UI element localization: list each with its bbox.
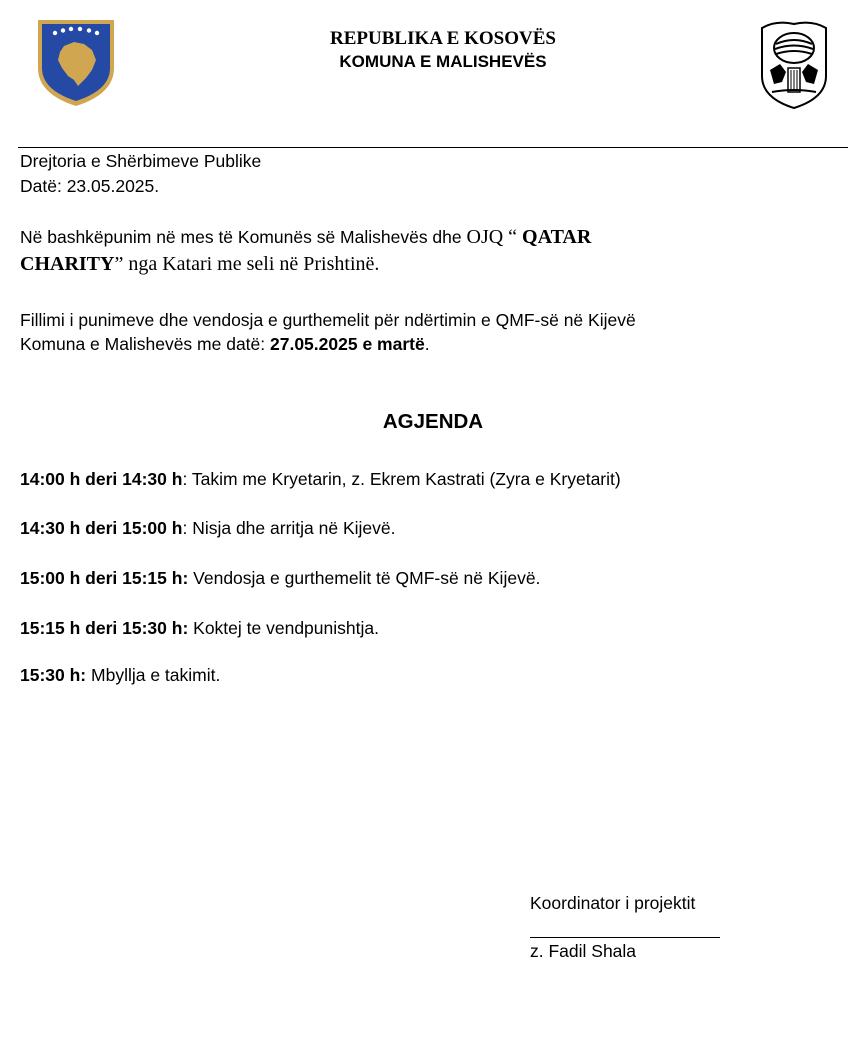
notice-line-2 [20,334,430,355]
agenda-time: 15:15 h deri 15:30 h: [20,618,189,638]
agenda-description: Mbyllja e takimit. [91,665,221,685]
agenda-time: 14:00 h deri 14:30 h [20,469,183,489]
header-title-municipality: KOMUNA E MALISHEVËS [339,52,547,71]
intro-line-2 [20,253,379,276]
agenda-description: Vendosja e gurthemelit të QMF-së në Kijevë. [193,568,541,588]
date-line: Datë: 23.05.2025. [20,176,160,196]
agenda-time: 15:00 h deri 15:15 h: [20,568,189,588]
agenda-title: AGJENDA [382,410,484,433]
signature-line [530,937,720,938]
department-line: Drejtoria e Shërbimeve Publike [20,151,262,171]
agenda-description: Koktej te vendpunishtja. [193,618,379,638]
agenda-item [20,518,395,539]
intro-text: Në bashkëpunim në mes të Komunës së Malishevës dhe [20,227,467,247]
notice-text: Komuna e Malishevës me datë: [20,334,270,354]
kosovo-coat-of-arms-icon [34,16,118,108]
agenda-item [20,665,220,686]
agenda-time: 15:30 h: [20,665,87,685]
agenda-separator: : [182,469,192,489]
agenda-item [20,618,379,639]
agenda-description: Nisja dhe arritja në Kijevë. [192,518,396,538]
agenda-item [20,469,621,490]
agenda-item [20,568,540,589]
header-title-republic: REPUBLIKA E KOSOVËS [330,28,556,49]
signature-name: z. Fadil Shala [530,941,637,961]
intro-location: ” nga Katari me seli në Prishtinë. [114,253,380,275]
header-divider [18,147,848,148]
signature-title: Koordinator i projektit [530,893,696,913]
intro-org-name-part1: QATAR [522,226,592,248]
intro-line-1 [20,226,591,249]
intro-org-name-part2: CHARITY [20,253,115,275]
intro-ojq: OJQ “ [466,226,523,248]
agenda-separator: : [182,518,193,538]
agenda-time: 14:30 h deri 15:00 h [20,518,183,538]
malisheva-municipality-emblem-icon [756,18,832,110]
notice-line-1: Fillimi i punimeve dhe vendosja e gurthemelit për ndërtimin e QMF-së në Kijevë [20,310,636,330]
event-date: 27.05.2025 e martë [270,334,425,354]
agenda-description: Takim me Kryetarin, z. Ekrem Kastrati (Zyra e Kryetarit) [191,469,621,489]
notice-end: . [424,334,430,354]
